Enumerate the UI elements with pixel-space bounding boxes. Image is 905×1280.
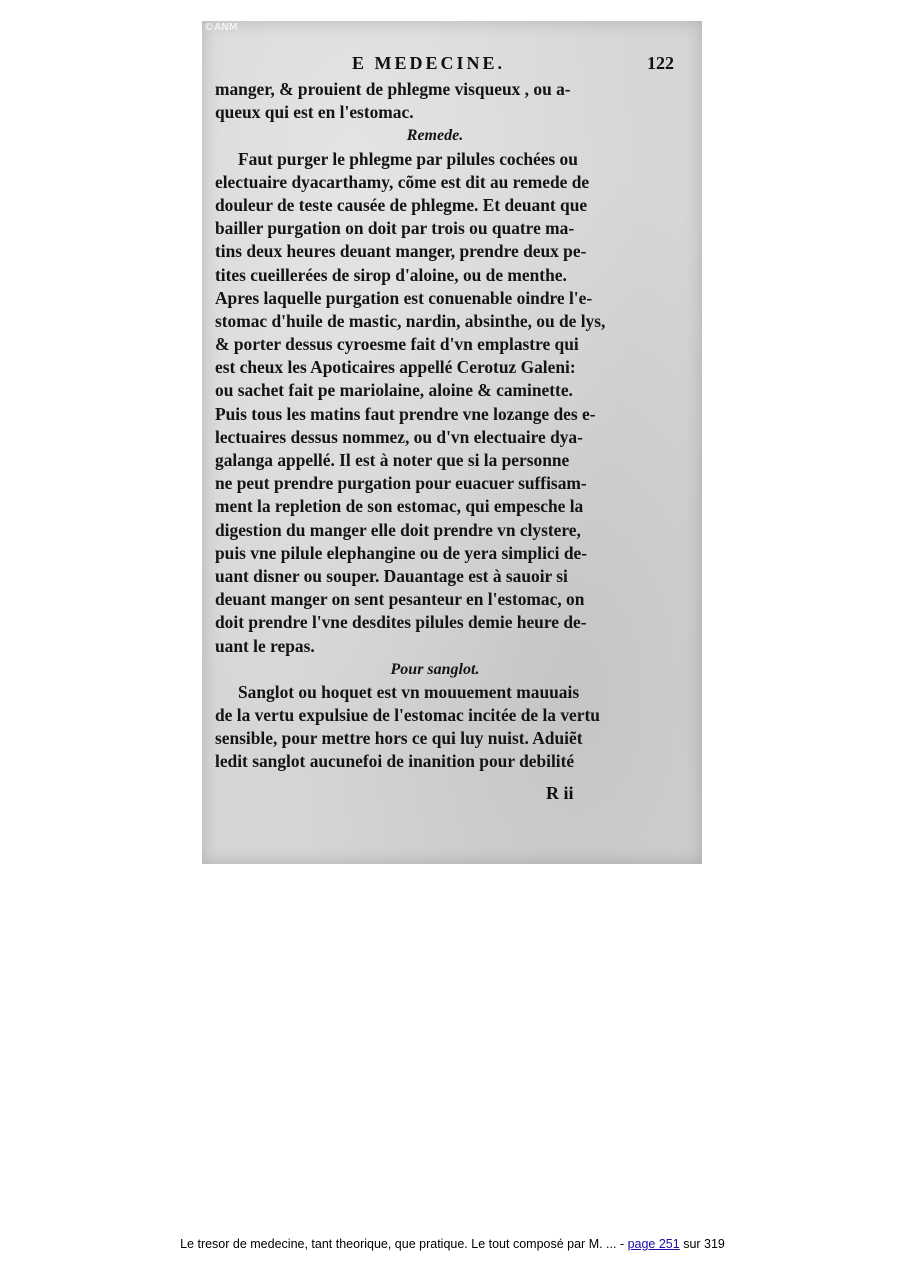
text-line: sensible, pour mettre hors ce qui luy nuist. Aduiẽt <box>215 728 583 749</box>
text-line: puis vne pilule elephangine ou de yera simplici de- <box>215 542 588 563</box>
text-line: uant le repas. <box>215 635 315 656</box>
caption-bar <box>0 1237 905 1251</box>
text-line: Faut purger le phlegme par pilules cochées ou <box>238 148 578 169</box>
text-line: Sanglot ou hoquet est vn mouuement mauuais <box>238 681 580 702</box>
text-line: deuant manger on sent pesanteur en l'estomac, on <box>215 589 585 610</box>
text-line: digestion du manger elle doit prendre vn clystere, <box>215 519 581 540</box>
page-scan <box>202 21 702 864</box>
section-heading: Remede. <box>406 127 464 145</box>
text-line: tites cueillerées de sirop d'aloine, ou de menthe. <box>215 264 567 285</box>
page-link[interactable]: page 251 <box>627 1237 680 1251</box>
text-line: lectuaires dessus nommez, ou d'vn electuaire dya- <box>215 426 583 447</box>
text-line: ment la repletion de son estomac, qui empesche la <box>215 496 584 517</box>
folio-number: 122 <box>647 53 674 73</box>
text-line: ou sachet fait pe mariolaine, aloine & caminette. <box>215 380 573 401</box>
text-line: queux qui est en l'estomac. <box>215 102 414 123</box>
page-text <box>215 78 655 774</box>
text-line: & porter dessus cyroesme fait d'vn emplastre qui <box>215 334 579 355</box>
text-line: ne peut prendre purgation pour euacuer suffisam- <box>215 473 587 494</box>
text-line: doit prendre l'vne desdites pilules demie heure de- <box>215 612 587 633</box>
text-line: Apres laquelle purgation est conuenable oindre l'e- <box>215 287 593 308</box>
text-line: tins deux heures deuant manger, prendre deux pe- <box>215 241 587 262</box>
caption-title: Le tresor de medecine, tant theorique, que pratique. Le tout composé par M. ... - <box>180 1237 628 1251</box>
caption-suffix: sur 319 <box>679 1237 725 1251</box>
section-heading: Pour sanglot. <box>390 660 480 678</box>
text-line: manger, & prouient de phlegme visqueux , ou a- <box>215 79 571 99</box>
text-line: ledit sanglot aucunefoi de inanition pour debilité <box>215 751 575 772</box>
text-line: electuaire dyacarthamy, cõme est dit au remede de <box>215 171 590 192</box>
text-line: bailler purgation on doit par trois ou quatre ma- <box>215 218 575 239</box>
text-line: uant disner ou souper. Dauantage est à sauoir si <box>215 565 568 586</box>
text-line: stomac d'huile de mastic, nardin, absinthe, ou de lys, <box>215 310 606 331</box>
text-line: douleur de teste causée de phlegme. Et deuant que <box>215 194 588 215</box>
text-line: est cheux les Apoticaires appellé Cerotuz Galeni: <box>215 357 576 378</box>
running-head: E MEDECINE. <box>352 53 506 73</box>
watermark: ©ANM <box>204 22 238 33</box>
text-line: de la vertu expulsiue de l'estomac incitée de la vertu <box>215 705 600 726</box>
text-line: galanga appellé. Il est à noter que si la personne <box>215 450 570 470</box>
signature-mark: R ii <box>546 783 574 803</box>
text-line: Puis tous les matins faut prendre vne lozange des e- <box>215 403 596 424</box>
